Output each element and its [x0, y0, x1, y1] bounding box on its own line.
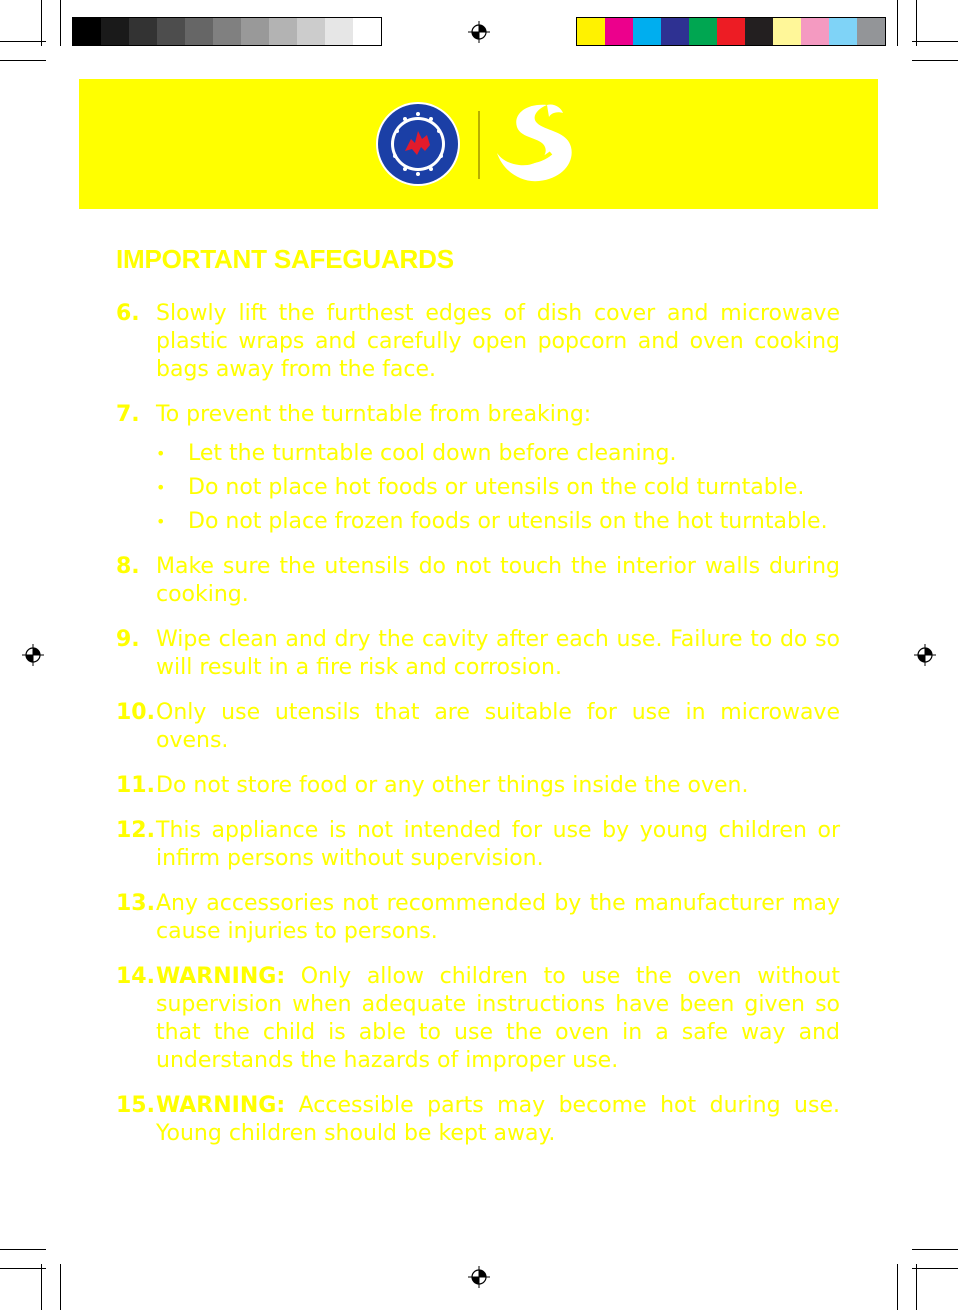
- crop-mark: [897, 1264, 898, 1310]
- item-number: 13.: [116, 891, 155, 916]
- header-banner: [79, 79, 878, 209]
- crop-mark: [897, 0, 898, 46]
- item-text: Any accessories not recommended by the manufacturer may cause injuries to persons.: [156, 891, 840, 944]
- item-number: 6.: [116, 301, 140, 326]
- color-swatch: [857, 18, 885, 45]
- bullet-dot-icon: •: [156, 444, 166, 463]
- bullet-text: Do not place frozen foods or utensils on the hot turntable.: [188, 509, 828, 534]
- color-swatch: [717, 18, 745, 45]
- crop-mark: [60, 0, 61, 46]
- crop-mark: [0, 1249, 46, 1250]
- item-text: To prevent the turntable from breaking:: [156, 402, 592, 427]
- crop-mark: [0, 60, 46, 61]
- crop-mark: [0, 41, 46, 42]
- item-body: [156, 963, 840, 1075]
- item-number: 14.: [116, 964, 155, 989]
- crop-mark: [916, 1264, 917, 1310]
- color-swatch: [185, 18, 213, 45]
- bullet-list: [156, 440, 840, 536]
- item-text: Only allow children to use the oven without supervision when adequate instructions have been given so that the child is able to use the oven in a safe way and understands the hazards of improper use.: [156, 964, 840, 1073]
- crop-mark: [41, 1264, 42, 1310]
- crop-mark: [912, 1249, 958, 1250]
- list-item: [116, 699, 840, 755]
- crop-mark: [0, 1268, 46, 1269]
- item-body: [156, 626, 840, 682]
- color-swatch: [605, 18, 633, 45]
- item-text: Make sure the utensils do not touch the interior walls during cooking.: [156, 554, 840, 607]
- list-item: [116, 890, 840, 946]
- safeguards-list: [116, 300, 840, 1165]
- list-item: [116, 963, 840, 1075]
- color-swatch: [101, 18, 129, 45]
- swan-logo-icon: [495, 101, 577, 187]
- item-body: [156, 890, 840, 946]
- bullet-item: [156, 474, 840, 502]
- color-swatch: [773, 18, 801, 45]
- item-body: [156, 401, 840, 429]
- color-swatch: [129, 18, 157, 45]
- item-text: Slowly lift the furthest edges of dish cover and microwave plastic wraps and carefully open popcorn and oven cooking bags away from the face.: [156, 301, 840, 382]
- logo-divider: [478, 111, 480, 179]
- item-body: [156, 553, 840, 609]
- item-number: 9.: [116, 627, 140, 652]
- registration-mark-icon: [468, 1266, 490, 1288]
- warning-label: WARNING:: [156, 964, 286, 989]
- item-number: 10.: [116, 700, 155, 725]
- bullet-item: [156, 440, 840, 468]
- item-number: 12.: [116, 818, 155, 843]
- item-number: 8.: [116, 554, 140, 579]
- list-item: [116, 817, 840, 873]
- crop-mark: [41, 0, 42, 46]
- registration-mark-icon: [914, 644, 936, 666]
- item-text: Do not store food or any other things inside the oven.: [156, 773, 749, 798]
- color-swatch: [353, 18, 381, 45]
- color-swatch: [269, 18, 297, 45]
- list-item: [116, 772, 840, 800]
- color-swatch: [73, 18, 101, 45]
- registration-mark-icon: [468, 21, 490, 43]
- color-swatch: [633, 18, 661, 45]
- crop-mark: [912, 1268, 958, 1269]
- item-text: This appliance is not intended for use by young children or infirm persons without supervision.: [156, 818, 840, 871]
- color-swatch: [661, 18, 689, 45]
- color-swatch: [241, 18, 269, 45]
- list-item: [116, 553, 840, 609]
- rangers-crest-icon: [375, 101, 461, 187]
- color-swatch: [829, 18, 857, 45]
- item-number: 7.: [116, 402, 140, 427]
- item-body: [156, 817, 840, 873]
- item-body: [156, 772, 840, 800]
- grayscale-color-bar: [72, 17, 382, 46]
- list-item: [116, 401, 840, 536]
- color-swatch: [213, 18, 241, 45]
- bullet-item: [156, 508, 840, 536]
- bullet-text: Do not place hot foods or utensils on the cold turntable.: [188, 475, 805, 500]
- list-item: [116, 626, 840, 682]
- crop-mark: [60, 1264, 61, 1310]
- crop-mark: [912, 41, 958, 42]
- item-text: Accessible parts may become hot during use. Young children should be kept away.: [156, 1093, 840, 1146]
- item-text: Only use utensils that are suitable for use in microwave ovens.: [156, 700, 840, 753]
- item-text: Wipe clean and dry the cavity after each use. Failure to do so will result in a fire risk and corrosion.: [156, 627, 840, 680]
- list-item: [116, 300, 840, 384]
- crop-mark: [912, 60, 958, 61]
- bullet-dot-icon: •: [156, 478, 166, 497]
- color-swatch: [297, 18, 325, 45]
- bullet-text: Let the turntable cool down before cleaning.: [188, 441, 677, 466]
- list-item: [116, 1092, 840, 1148]
- color-swatch: [801, 18, 829, 45]
- crop-mark: [916, 0, 917, 46]
- page-title: IMPORTANT SAFEGUARDS: [116, 244, 454, 274]
- item-number: 15.: [116, 1093, 155, 1118]
- color-swatch: [745, 18, 773, 45]
- color-swatch: [689, 18, 717, 45]
- process-color-bar: [576, 17, 886, 46]
- color-swatch: [577, 18, 605, 45]
- item-body: [156, 300, 840, 384]
- item-body: [156, 699, 840, 755]
- bullet-dot-icon: •: [156, 512, 166, 531]
- warning-label: WARNING:: [156, 1093, 286, 1118]
- color-swatch: [157, 18, 185, 45]
- registration-mark-icon: [22, 644, 44, 666]
- color-swatch: [325, 18, 353, 45]
- item-body: [156, 1092, 840, 1148]
- item-number: 11.: [116, 773, 155, 798]
